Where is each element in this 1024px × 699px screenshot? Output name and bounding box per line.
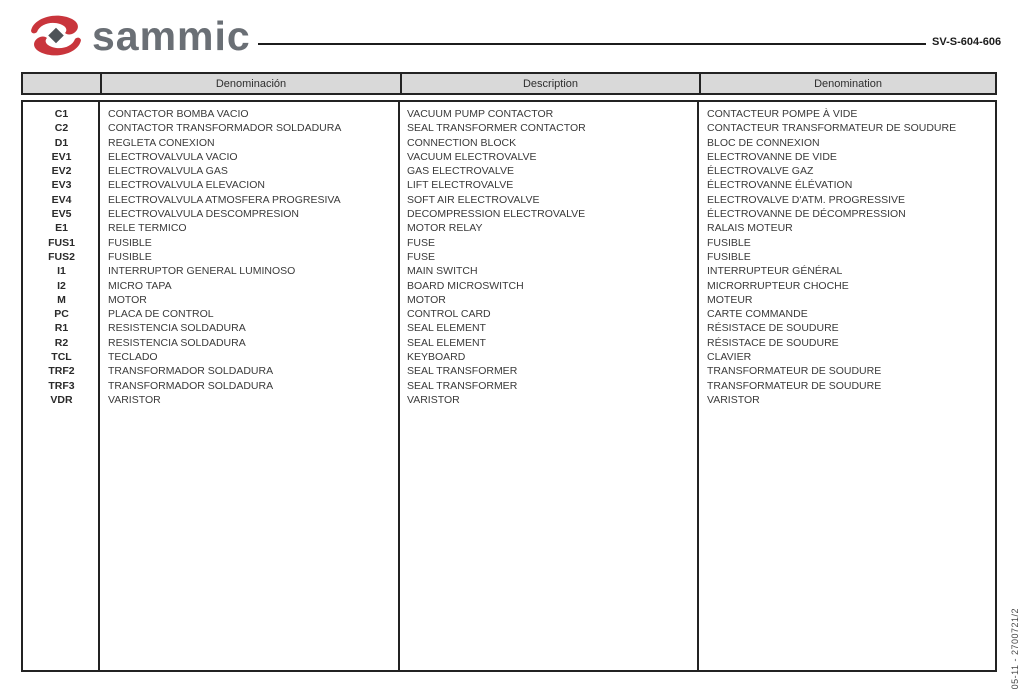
model-number: SV-S-604-606 bbox=[932, 36, 1002, 48]
cell-component-code: PC bbox=[54, 308, 69, 321]
cell-denomination-fr: ÉLECTROVALVE GAZ bbox=[707, 165, 814, 178]
brand-header bbox=[24, 10, 251, 62]
cell-description-en: FUSE bbox=[407, 236, 436, 249]
cell-component-code: FUS2 bbox=[48, 250, 75, 263]
cell-denominacion-es: INTERRUPTOR GENERAL LUMINOSO bbox=[108, 265, 296, 278]
table-row bbox=[23, 207, 995, 221]
table-row bbox=[23, 221, 995, 235]
cell-description-en: SEAL ELEMENT bbox=[407, 336, 486, 349]
cell-denomination-fr: CLAVIER bbox=[707, 351, 752, 364]
cell-component-code: TRF2 bbox=[48, 365, 75, 378]
cell-description-en: SOFT AIR ELECTROVALVE bbox=[407, 193, 540, 206]
table-row bbox=[23, 264, 995, 278]
table-row bbox=[23, 336, 995, 350]
header-cell-code bbox=[23, 74, 100, 93]
table-row bbox=[23, 193, 995, 207]
cell-denomination-fr: TRANSFORMATEUR DE SOUDURE bbox=[707, 365, 882, 378]
cell-denomination-fr: BLOC DE CONNEXION bbox=[707, 136, 820, 149]
header-cell-denomination: Denomination bbox=[699, 74, 995, 93]
cell-denominacion-es: FUSIBLE bbox=[108, 236, 152, 249]
cell-component-code: EV5 bbox=[51, 208, 72, 221]
cell-denominacion-es: ELECTROVALVULA ATMOSFERA PROGRESIVA bbox=[108, 193, 341, 206]
header-divider-line bbox=[258, 43, 926, 45]
cell-denominacion-es: VARISTOR bbox=[108, 393, 161, 406]
cell-denomination-fr: RÉSISTACE DE SOUDURE bbox=[707, 322, 839, 335]
cell-denominacion-es: TECLADO bbox=[108, 351, 158, 364]
cell-component-code: C2 bbox=[54, 122, 69, 135]
cell-denomination-fr: CONTACTEUR POMPE À VIDE bbox=[707, 108, 858, 120]
cell-description-en: CONNECTION BLOCK bbox=[407, 136, 517, 149]
logo-diamond bbox=[48, 28, 64, 44]
header-cell-denominacion: Denominación bbox=[100, 74, 400, 93]
cell-description-en: MAIN SWITCH bbox=[407, 265, 478, 278]
cell-description-en: SEAL ELEMENT bbox=[407, 322, 486, 335]
cell-denominacion-es: CONTACTOR TRANSFORMADOR SOLDADURA bbox=[108, 122, 342, 135]
cell-description-en: MOTOR RELAY bbox=[407, 222, 483, 235]
cell-component-code: R2 bbox=[54, 336, 69, 349]
cell-denomination-fr: FUSIBLE bbox=[707, 250, 751, 263]
table-row bbox=[23, 364, 995, 378]
cell-description-en: GAS ELECTROVALVE bbox=[407, 165, 514, 178]
cell-description-en: KEYBOARD bbox=[407, 351, 466, 364]
cell-description-en: DECOMPRESSION ELECTROVALVE bbox=[407, 208, 586, 221]
table-row bbox=[23, 379, 995, 393]
cell-denomination-fr: MOTEUR bbox=[707, 293, 753, 306]
cell-description-en: CONTROL CARD bbox=[407, 308, 491, 321]
cell-component-code: M bbox=[57, 293, 66, 306]
cell-denominacion-es: REGLETA CONEXION bbox=[108, 136, 215, 149]
cell-denomination-fr: ÉLECTROVANNE ÉLÉVATION bbox=[707, 179, 853, 192]
table-row bbox=[23, 236, 995, 250]
cell-denominacion-es: RESISTENCIA SOLDADURA bbox=[108, 322, 246, 335]
table-row bbox=[23, 250, 995, 264]
cell-description-en: FUSE bbox=[407, 250, 436, 263]
cell-component-code: EV4 bbox=[51, 193, 72, 206]
document-reference: 05-11 - 2700721/2 bbox=[1010, 607, 1020, 689]
cell-description-en: VACUUM PUMP CONTACTOR bbox=[407, 108, 554, 120]
table-row bbox=[23, 107, 995, 121]
cell-component-code: EV3 bbox=[51, 179, 72, 192]
cell-component-code: E1 bbox=[55, 222, 68, 235]
cell-denomination-fr: ÉLECTROVANNE DE DÉCOMPRESSION bbox=[707, 208, 906, 221]
table-row bbox=[23, 307, 995, 321]
table-row bbox=[23, 293, 995, 307]
table-header-row bbox=[21, 72, 997, 95]
cell-denomination-fr: RALAIS MOTEUR bbox=[707, 222, 793, 235]
cell-denomination-fr: FUSIBLE bbox=[707, 236, 751, 249]
cell-denominacion-es: ELECTROVALVULA GAS bbox=[108, 165, 228, 178]
table-row bbox=[23, 121, 995, 135]
cell-denomination-fr: CARTE COMMANDE bbox=[707, 308, 808, 321]
table-row bbox=[23, 178, 995, 192]
cell-component-code: EV2 bbox=[51, 165, 72, 178]
cell-denominacion-es: CONTACTOR BOMBA VACIO bbox=[108, 108, 249, 120]
cell-denomination-fr: CONTACTEUR TRANSFORMATEUR DE SOUDURE bbox=[707, 122, 957, 135]
table-row bbox=[23, 393, 995, 407]
cell-component-code: I2 bbox=[57, 279, 66, 292]
cell-denominacion-es: RESISTENCIA SOLDADURA bbox=[108, 336, 246, 349]
cell-denomination-fr: VARISTOR bbox=[707, 393, 760, 406]
cell-component-code: TCL bbox=[51, 351, 72, 364]
table-row bbox=[23, 150, 995, 164]
cell-component-code: FUS1 bbox=[48, 236, 75, 249]
cell-denomination-fr: RÉSISTACE DE SOUDURE bbox=[707, 336, 839, 349]
cell-denomination-fr: MICRORRUPTEUR CHOCHE bbox=[707, 279, 849, 292]
cell-denomination-fr: TRANSFORMATEUR DE SOUDURE bbox=[707, 379, 882, 392]
cell-denominacion-es: MOTOR bbox=[108, 293, 147, 306]
cell-description-en: LIFT ELECTROVALVE bbox=[407, 179, 514, 192]
cell-denominacion-es: PLACA DE CONTROL bbox=[108, 308, 214, 321]
cell-component-code: I1 bbox=[57, 265, 66, 278]
cell-description-en: VARISTOR bbox=[407, 393, 460, 406]
table-body bbox=[21, 100, 997, 672]
cell-denominacion-es: TRANSFORMADOR SOLDADURA bbox=[108, 379, 274, 392]
sammic-logo-icon bbox=[24, 10, 88, 62]
table-row bbox=[23, 321, 995, 335]
cell-description-en: SEAL TRANSFORMER CONTACTOR bbox=[407, 122, 586, 135]
cell-description-en: MOTOR bbox=[407, 293, 446, 306]
cell-component-code: R1 bbox=[54, 322, 69, 335]
cell-denominacion-es: ELECTROVALVULA DESCOMPRESION bbox=[108, 208, 299, 221]
column-divider bbox=[697, 102, 699, 670]
cell-denomination-fr: ELECTROVALVE D'ATM. PROGRESSIVE bbox=[707, 193, 906, 206]
cell-description-en: VACUUM ELECTROVALVE bbox=[407, 150, 537, 163]
cell-denominacion-es: ELECTROVALVULA ELEVACION bbox=[108, 179, 265, 192]
cell-denominacion-es: MICRO TAPA bbox=[108, 279, 172, 292]
brand-wordmark: sammic bbox=[92, 13, 251, 59]
cell-denomination-fr: ELECTROVANNE DE VIDE bbox=[707, 150, 837, 163]
table-row bbox=[23, 350, 995, 364]
cell-denominacion-es: FUSIBLE bbox=[108, 250, 152, 263]
cell-denomination-fr: INTERRUPTEUR GÉNÉRAL bbox=[707, 265, 843, 278]
cell-component-code: D1 bbox=[54, 136, 69, 149]
cell-description-en: BOARD MICROSWITCH bbox=[407, 279, 524, 292]
cell-denominacion-es: RELE TERMICO bbox=[108, 222, 187, 235]
cell-component-code: VDR bbox=[50, 393, 73, 406]
cell-component-code: EV1 bbox=[51, 150, 72, 163]
table-row bbox=[23, 136, 995, 150]
cell-denominacion-es: ELECTROVALVULA VACIO bbox=[108, 150, 238, 163]
table-row bbox=[23, 164, 995, 178]
cell-description-en: SEAL TRANSFORMER bbox=[407, 379, 518, 392]
cell-description-en: SEAL TRANSFORMER bbox=[407, 365, 518, 378]
cell-component-code: C1 bbox=[54, 108, 69, 120]
header-cell-description: Description bbox=[400, 74, 699, 93]
cell-component-code: TRF3 bbox=[48, 379, 75, 392]
cell-denominacion-es: TRANSFORMADOR SOLDADURA bbox=[108, 365, 274, 378]
table-row bbox=[23, 279, 995, 293]
